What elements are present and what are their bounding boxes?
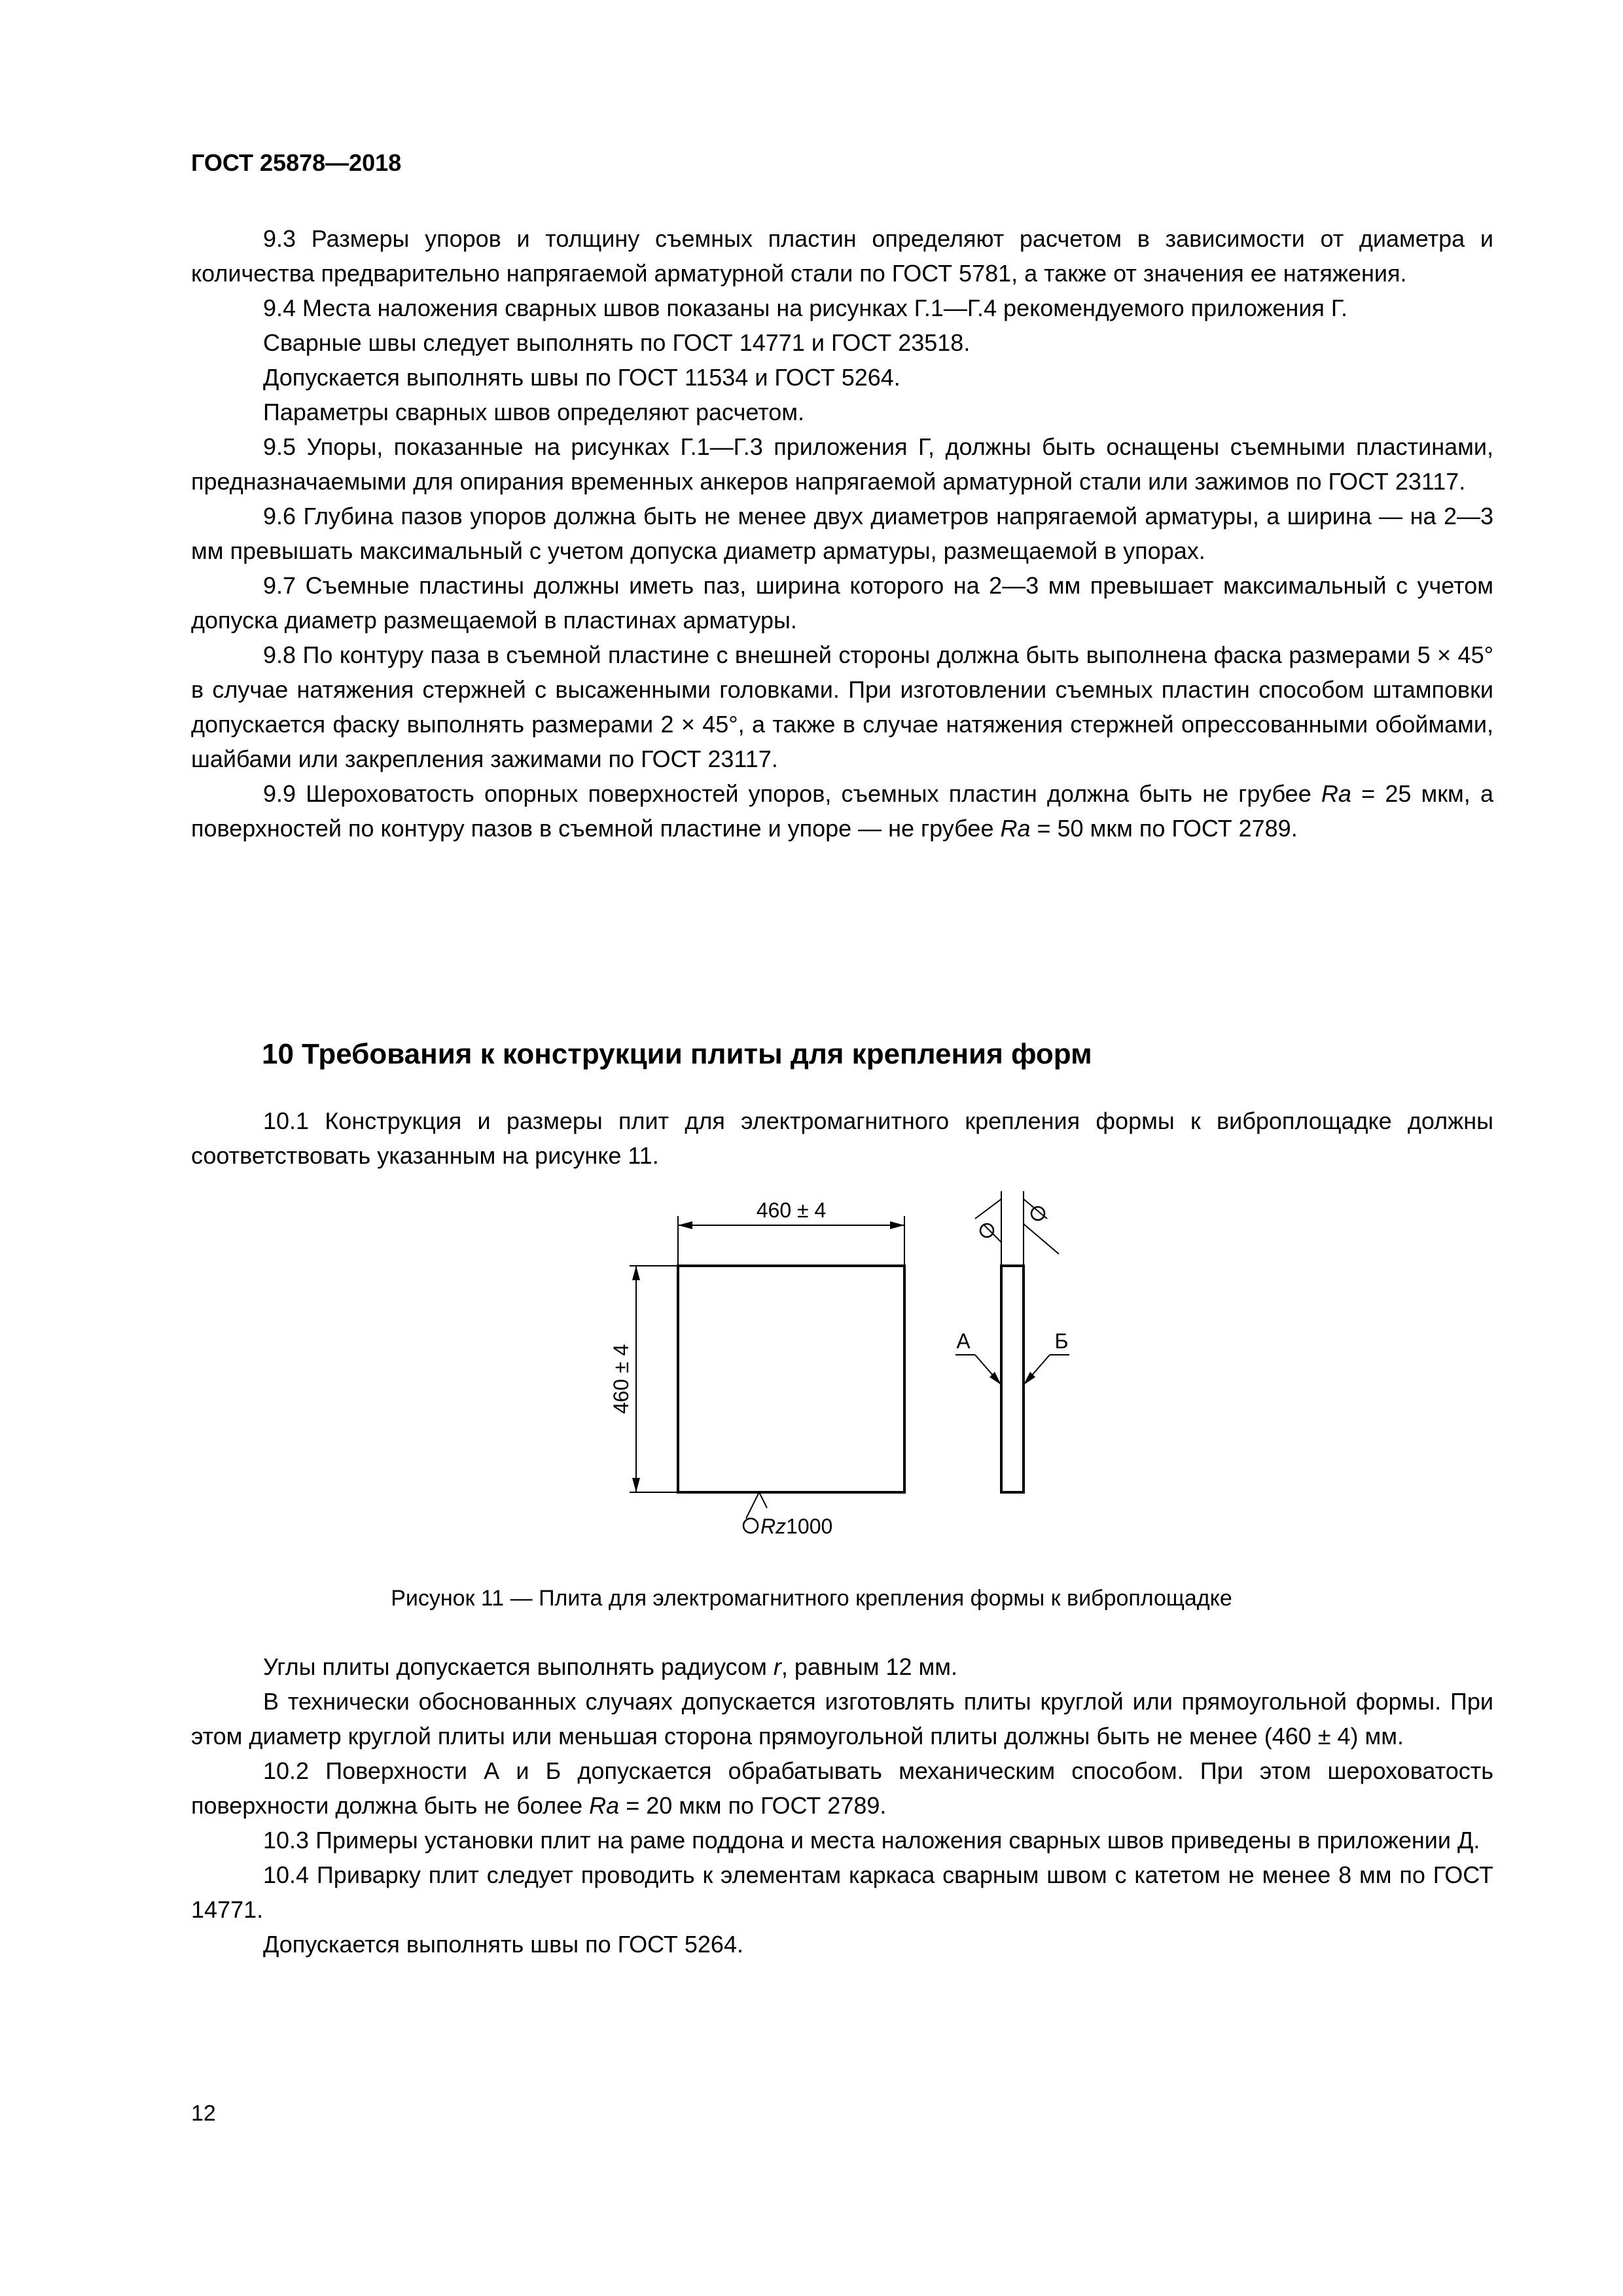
text-run: Углы плиты допускается выполнять радиусом <box>263 1653 774 1680</box>
section-10-title: 10 Требования к конструкции плиты для крепления форм <box>262 1038 1092 1070</box>
paragraph-p-10-2 <box>191 1753 1493 1823</box>
text-run: 9.3 Размеры упоров и толщину съемных пластин определяют расчетом в зависимости от диаметра и количества предварительно напрягаемой арматурной стали по ГОСТ 5781, а также от значения ее натяжения. <box>191 225 1493 287</box>
text-run: = 50 мкм по ГОСТ 2789. <box>1030 815 1298 842</box>
paragraph-p-9-3 <box>191 221 1493 291</box>
height-arrow-bottom <box>632 1478 640 1492</box>
text-run: Параметры сварных швов определяют расчетом. <box>263 399 805 425</box>
page-number: 12 <box>191 2101 216 2126</box>
italic-symbol: Ra <box>589 1792 620 1819</box>
plate-side-view <box>1001 1266 1024 1492</box>
paragraph-p-10-4-a <box>191 1927 1493 1962</box>
text-run: 10.1 Конструкция и размеры плит для электромагнитного крепления формы к виброплощадке должны соответствовать указанным на рисунке 11. <box>191 1107 1493 1169</box>
roughness-label: Rz1000 <box>760 1515 833 1538</box>
width-arrow-right <box>890 1221 904 1229</box>
paragraph-p-9-8 <box>191 637 1493 776</box>
text-run: 10.3 Примеры установки плит на раме поддона и места наложения сварных швов приведены в приложении Д. <box>263 1827 1480 1854</box>
paragraph-p-9-4-c <box>191 395 1493 429</box>
dim-height-label: 460 ± 4 <box>609 1344 633 1414</box>
italic-symbol: Ra <box>1321 780 1351 807</box>
document-header: ГОСТ 25878—2018 <box>191 149 402 176</box>
text-run: 9.8 По контуру паза в съемной пластине с внешней стороны должна быть выполнена фаска размерами 5 × 45° в случае натяжения стержней с высаженными головками. При изготовлении съемных пластин способом штамповки допускается фаску выполнять размерами 2 × 45°, а также в случае натяжения стержней опрессованными обоймами, шайбами или закрепления зажимами по ГОСТ 23117. <box>191 641 1493 772</box>
paragraph-p-10-4 <box>191 1857 1493 1927</box>
label-b: Б <box>1054 1329 1069 1353</box>
figure-11-drawing <box>589 1185 1126 1564</box>
height-arrow-top <box>632 1266 640 1280</box>
paragraph-p-shape <box>191 1684 1493 1753</box>
text-run: = 25 мкм, а поверхностей по контуру пазов в съемной пластине и упоре — не грубее <box>191 780 1493 842</box>
figure-caption: Рисунок 11 — Плита для электромагнитного крепления формы к виброплощадке <box>391 1586 1232 1611</box>
text-run: Допускается выполнять швы по ГОСТ 5264. <box>263 1931 743 1958</box>
roughness-b-icon <box>1031 1207 1044 1220</box>
paragraph-p-corners <box>191 1649 1493 1684</box>
width-arrow-left <box>678 1221 692 1229</box>
dim-width-label: 460 ± 4 <box>756 1198 827 1222</box>
plate-front-view <box>678 1266 904 1492</box>
text-run: , равным 12 мм. <box>781 1653 958 1680</box>
italic-symbol: r <box>773 1653 781 1680</box>
paragraph-p-9-4-a <box>191 325 1493 360</box>
text-run: 9.5 Упоры, показанные на рисунках Г.1—Г.3 приложения Г, должны быть оснащены съемными пластинами, предназначаемыми для опирания временных анкеров напрягаемой арматурной стали или зажимов по ГОСТ 23117. <box>191 433 1493 495</box>
paragraph-p-9-4 <box>191 291 1493 325</box>
label-a: А <box>956 1329 971 1353</box>
paragraph-p-10-1 <box>191 1103 1493 1173</box>
paragraph-p-10-3 <box>191 1823 1493 1857</box>
text-run: 10.4 Приварку плит следует проводить к элементам каркаса сварным швом с катетом не менее 8 мм по ГОСТ 14771. <box>191 1861 1493 1923</box>
section-10-rest <box>191 1649 1493 1962</box>
paragraph-p-9-7 <box>191 568 1493 637</box>
text-run: 9.4 Места наложения сварных швов показаны на рисунках Г.1—Г.4 рекомендуемого приложения Г. <box>263 295 1348 321</box>
italic-symbol: Ra <box>1000 815 1031 842</box>
section-10-intro <box>191 1103 1493 1173</box>
text-run: В технически обоснованных случаях допускается изготовлять плиты круглой или прямоугольной формы. При этом диаметр круглой плиты или меньшая сторона прямоугольной плиты должны быть не менее (460 ± 4) мм. <box>191 1688 1493 1749</box>
paragraph-p-9-6 <box>191 499 1493 568</box>
text-run: 10.2 Поверхности А и Б допускается обрабатывать механическим способом. При этом шероховатость поверхности должна быть не более <box>191 1757 1493 1819</box>
paragraph-p-9-5 <box>191 429 1493 499</box>
paragraph-p-9-4-b <box>191 360 1493 395</box>
roughness-a-icon <box>980 1224 993 1237</box>
text-run: 9.6 Глубина пазов упоров должна быть не менее двух диаметров напрягаемой арматуры, а ширина — на 2—3 мм превышать максимальный с учетом допуска диаметр арматуры, размещаемой в упорах. <box>191 503 1493 564</box>
text-run: 9.7 Съемные пластины должны иметь паз, ширина которого на 2—3 мм превышает максимальный с учетом допуска диаметр размещаемой в пластинах арматуры. <box>191 572 1493 634</box>
text-run: = 20 мкм по ГОСТ 2789. <box>619 1792 887 1819</box>
text-run: 9.9 Шероховатость опорных поверхностей упоров, съемных пластин должна быть не грубее <box>263 780 1321 807</box>
paragraph-p-9-9 <box>191 776 1493 846</box>
roughness-circle-icon <box>743 1518 758 1533</box>
text-run: Допускается выполнять швы по ГОСТ 11534 и ГОСТ 5264. <box>263 364 901 391</box>
section-9-text <box>191 221 1493 846</box>
text-run: Сварные швы следует выполнять по ГОСТ 14771 и ГОСТ 23518. <box>263 329 971 356</box>
